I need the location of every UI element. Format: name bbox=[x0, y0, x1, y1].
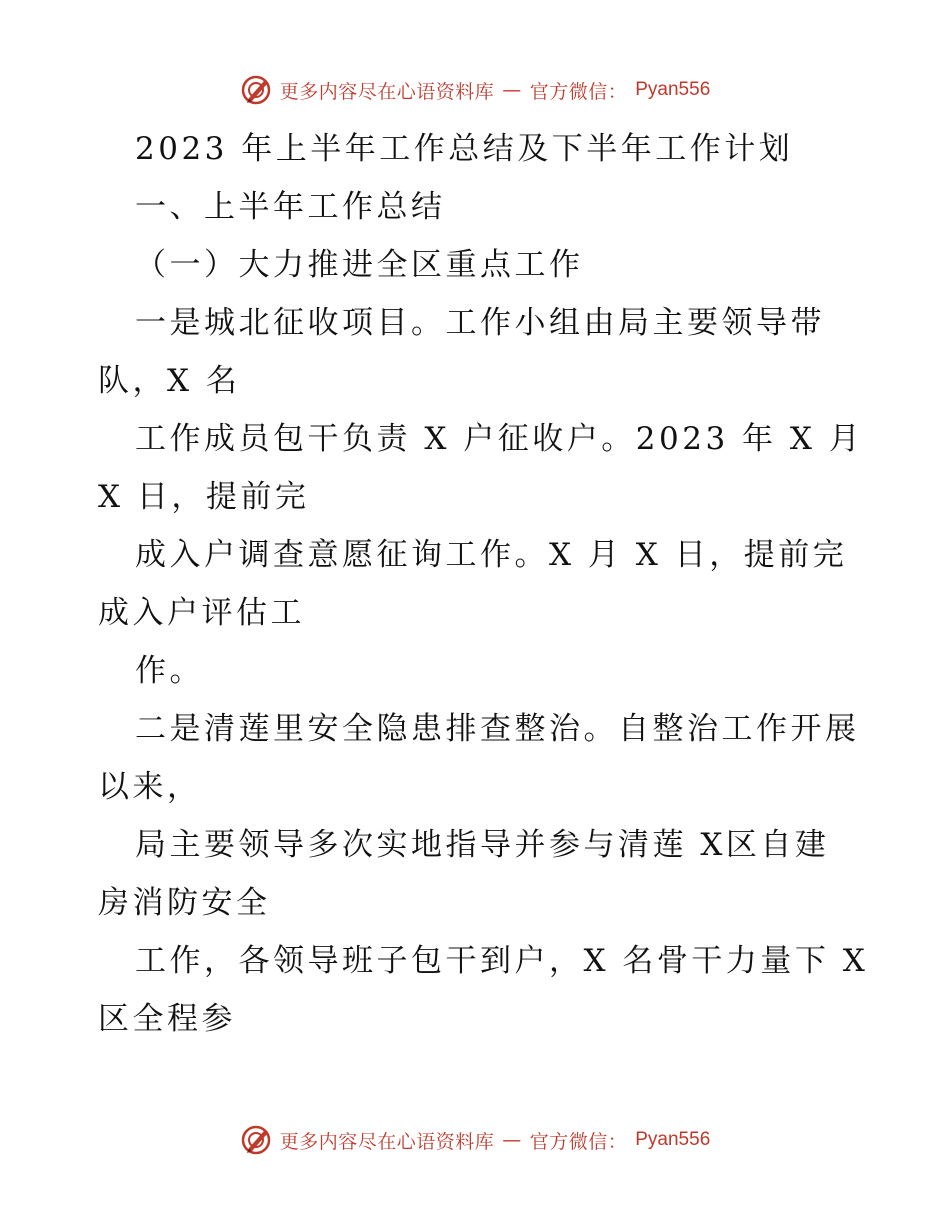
watermark-account: Pyan556 bbox=[635, 1129, 711, 1150]
document-body bbox=[98, 120, 878, 1048]
text-line: 作。 bbox=[135, 653, 204, 689]
watermark-text: 更多内容尽在心语资料库 bbox=[279, 80, 495, 103]
document-title: 2023 年上半年工作总结及下半年工作计划 bbox=[135, 131, 794, 167]
footer-watermark bbox=[0, 1120, 950, 1160]
pen-logo-icon bbox=[240, 1124, 272, 1156]
watermark-account: Pyan556 bbox=[635, 79, 711, 100]
text-line: 工作成员包干负责 X 户征收户。2023 年 X 月 bbox=[135, 421, 864, 457]
text-line: （一）大力推进全区重点工作 bbox=[135, 247, 584, 283]
watermark-suffix: 官方微信： bbox=[529, 80, 628, 103]
text-line: 区全程参 bbox=[98, 1001, 236, 1037]
text-line: 一、上半年工作总结 bbox=[135, 189, 446, 225]
pen-logo-icon bbox=[240, 74, 272, 106]
text-line: 一是城北征收项目。工作小组由局主要领导带 bbox=[135, 305, 825, 341]
text-line: 二是清莲里安全隐患排查整治。自整治工作开展 bbox=[135, 711, 860, 747]
text-line: 成入户调查意愿征询工作。X 月 X 日，提前完 bbox=[135, 537, 848, 573]
text-line: 队，X 名 bbox=[98, 363, 241, 399]
text-line: X 日，提前完 bbox=[98, 479, 310, 515]
watermark-suffix: 官方微信： bbox=[529, 1130, 628, 1153]
text-line: 工作，各领导班子包干到户，X 名骨干力量下 X bbox=[135, 943, 869, 979]
watermark-text: 更多内容尽在心语资料库 bbox=[279, 1130, 495, 1153]
header-watermark bbox=[0, 70, 950, 110]
text-line: 成入户评估工 bbox=[98, 595, 305, 631]
text-line: 以来， bbox=[98, 769, 202, 805]
text-line: 房消防安全 bbox=[98, 885, 271, 921]
watermark-dash: — bbox=[502, 1129, 522, 1151]
text-line: 局主要领导多次实地指导并参与清莲 X区自建 bbox=[135, 827, 830, 863]
watermark-dash: — bbox=[502, 79, 522, 101]
